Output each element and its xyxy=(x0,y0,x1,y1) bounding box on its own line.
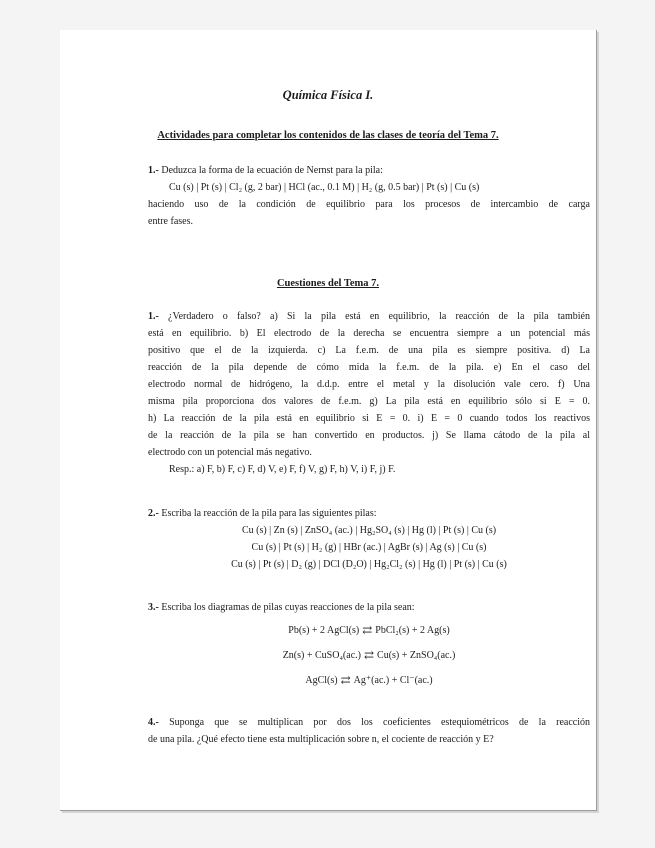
activity-1-line-a: haciendo uso de la condición de equilibrio para los procesos de intercambio de carga xyxy=(148,199,590,210)
reaction-right: PbCl₂(s) + 2 Ag(s) xyxy=(375,625,450,636)
activity-1 xyxy=(148,162,590,230)
activity-1-intro: Deduzca la forma de la ecuación de Nernst para la pila: xyxy=(161,165,383,176)
question-1-line: misma pila proporciona dos valores de f.e.m. g) La pila está en equilibrio sólo si E = 0. xyxy=(148,396,590,407)
question-2 xyxy=(148,505,590,573)
question-1-line: reacción de la pila depende de cómo mida la f.e.m. de la pila. e) En el caso del xyxy=(148,362,590,373)
document-page xyxy=(60,30,597,811)
reaction-left: Pb(s) + 2 AgCl(s) xyxy=(288,625,360,636)
question-1-line: de la reacción de la pila se han convertido en productos. j) Se llama cátodo de la pila al xyxy=(148,430,590,441)
question-1-number: 1.- xyxy=(148,311,159,322)
question-1-line: electrodo con un potencial más negativo. xyxy=(148,447,312,458)
reaction-left: Zn(s) + CuSO₄(ac.) xyxy=(282,650,361,661)
question-4-number: 4.- xyxy=(148,717,159,728)
equilibrium-arrow-icon: ⇄ xyxy=(363,648,375,662)
document-title: Química Física I. xyxy=(282,88,374,102)
reaction-equation xyxy=(148,620,590,641)
reaction-equation xyxy=(148,645,590,666)
reaction-right: Cu(s) + ZnSO₄(ac.) xyxy=(377,650,456,661)
question-1-line: h) La reacción de la pila está en equilibrio si E = 0. i) E = 0 cuando todos los reactivos xyxy=(148,413,590,424)
reaction-right: Ag⁺(ac.) + Cl⁻(ac.) xyxy=(353,675,433,686)
question-3-number: 3.- xyxy=(148,602,159,613)
question-3 xyxy=(148,599,590,691)
question-4-line: de una pila. ¿Qué efecto tiene esta multiplicación sobre n, el cociente de reacción y E? xyxy=(148,734,494,745)
question-2-cell: Cu (s) | Zn (s) | ZnSO₄ (ac.) | Hg₂SO₄ (s) | Hg (l) | Pt (s) | Cu (s) xyxy=(241,525,497,536)
question-2-cell: Cu (s) | Pt (s) | H₂ (g) | HBr (ac.) | AgBr (s) | Ag (s) | Cu (s) xyxy=(251,542,487,553)
question-1-line: positivo que el de la izquierda. c) La f.e.m. de una pila es siempre positiva. d) La xyxy=(148,345,590,356)
question-1 xyxy=(148,308,590,478)
activity-1-number: 1.- xyxy=(148,165,159,176)
reaction-left: AgCl(s) xyxy=(305,675,338,686)
cuestiones-heading: Cuestiones del Tema 7. xyxy=(276,278,380,289)
reaction-equation xyxy=(148,670,590,691)
question-1-line: ¿Verdadero o falso? a) Si la pila está en equilibrio, la reacción de la pila también xyxy=(168,311,590,322)
question-2-number: 2.- xyxy=(148,508,159,519)
activity-1-cell: Cu (s) | Pt (s) | Cl₂ (g, 2 bar) | HCl (ac., 0.1 M) | H₂ (g, 0.5 bar) | Pt (s) | Cu (s) xyxy=(169,182,480,193)
document-subtitle: Actividades para completar los contenidos de las clases de teoría del Tema 7. xyxy=(157,130,499,141)
question-4-line: Suponga que se multiplican por dos los coeficientes estequiométricos de la reacción xyxy=(169,717,591,728)
question-1-answer: Resp.: a) F, b) F, c) F, d) V, e) F, f) V, g) F, h) V, i) F, j) F. xyxy=(169,464,396,475)
question-1-line: electrodo normal de hidrógeno, la d.d.p. entre el metal y la disolución vale cero. f) Una xyxy=(148,379,590,390)
question-4 xyxy=(148,714,590,748)
question-3-intro: Escriba los diagramas de pilas cuyas reacciones de la pila sean: xyxy=(161,602,415,613)
question-2-cell: Cu (s) | Pt (s) | D₂ (g) | DCl (D₂O) | Hg₂Cl₂ (s) | Hg (l) | Pt (s) | Cu (s) xyxy=(231,559,507,570)
question-1-line: está en equilibrio. b) El electrodo de la derecha se encuentra siempre a un potencial más xyxy=(148,328,590,339)
question-2-intro: Escriba la reacción de la pila para las siguientes pilas: xyxy=(161,508,377,519)
equilibrium-arrow-icon: ⇄ xyxy=(340,673,351,687)
activity-1-line-b: entre fases. xyxy=(148,216,193,227)
equilibrium-arrow-icon: ⇄ xyxy=(362,623,373,637)
